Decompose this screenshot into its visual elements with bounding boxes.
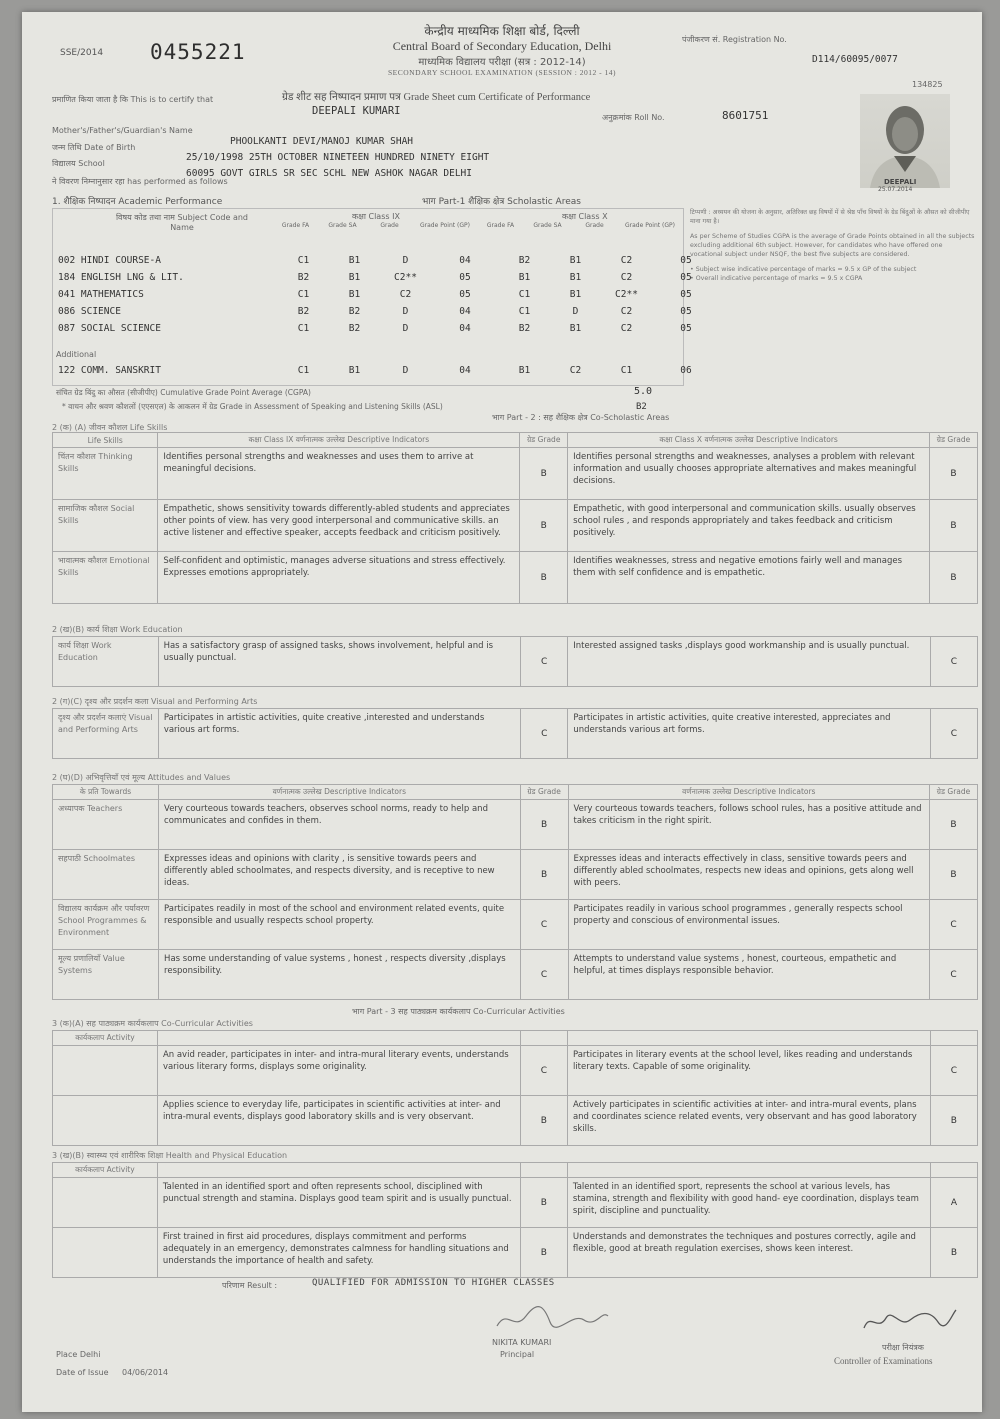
class9-grade: 04 [459,255,471,266]
asl-label: * वाचन और श्रवण कौशलों (एएसएल) के आकलन में ग्रेड Grade in Assessment of Speaking and Listening Skills (ASL) [62,402,443,411]
class9-grade: B1 [348,289,361,300]
class10-description: Identifies weaknesses, stress and negative emotions fairly well and manages them with self confidence and is empathetic. [568,552,930,604]
attitudes-title: 2 (घ)(D) अभिवृत्तियाँ एवं मूल्य Attitudes and Values [52,773,231,782]
asl-grade: B2 [636,402,647,412]
row-label [53,1178,158,1228]
class10-grade: B1 [569,272,582,283]
class10-grade: C [930,950,978,1000]
class10-grade: 05 [680,323,692,334]
class9-grade: B2 [297,272,310,283]
roll-no: 8601751 [722,109,769,122]
class10-description: Participates in literary events at the school level, likes reading and understands literary texts. Capable of some originality. [567,1046,930,1096]
desc-head: वर्णनात्मक उल्लेख Descriptive Indicators [159,785,521,800]
life-skills-head: Life Skills [53,433,158,448]
class10-grade: B1 [518,365,531,376]
principal-signature-icon [492,1302,612,1336]
attitude-row [53,850,978,900]
note-subject-percentage: • Subject wise indicative percentage of marks = 9.5 x GP of the subject [690,266,917,273]
towards-head: के प्रति Towards [53,785,159,800]
subject-row [56,252,720,269]
row-label: कार्य शिक्षा Work Education [53,637,159,687]
class10-grade: B [930,850,978,900]
class9-description: Applies science to everyday life, participates in scientific activities at inter- and intra-mural events, displays good laboratory skills and is very observant. [157,1096,520,1146]
class9-grade: B [520,1096,567,1146]
class9-grade: D [402,323,409,334]
class10-description: Talented in an identified sport, represents the school at various levels, has stamina, strength and flexibility with good hand- eye coordination, displays team spirit, discipline and punctuality. [567,1178,930,1228]
part3-title: भाग Part - 3 सह पाठ्यक्रम कार्यकलाप Co-Curricular Activities [352,1007,565,1016]
attitude-row [53,900,978,950]
class10-grade: C [930,709,977,759]
class9-grade: C2** [394,272,417,283]
class10-grade: 05 [680,306,692,317]
cca-row [53,1046,978,1096]
row-label: मूल्य प्रणालियाँ Value Systems [53,950,159,1000]
class9-grade: 04 [459,306,471,317]
portrait-image [860,94,950,188]
work-education-table [52,636,978,687]
col-head: Grade SA [533,222,562,229]
exam-name-english: SECONDARY SCHOOL EXAMINATION (SESSION : 2012 - 14) [388,68,616,77]
class9-head: कक्षा Class IX वर्णनात्मक उल्लेख Descriptive Indicators [158,433,520,448]
board-name-english: Central Board of Secondary Education, Delhi [392,39,612,53]
class10-grade: B2 [518,323,531,334]
additional-label: Additional [56,350,97,359]
date-label: Date of Issue [56,1368,109,1377]
class10-header: कक्षा Class X [562,212,608,221]
class9-description: Participates in artistic activities, quite creative ,interested and understands various art forms. [158,709,520,759]
class10-grade: C1 [518,289,531,300]
class9-grade: B [520,552,568,604]
subject-row [56,320,720,337]
class9-grade: B [520,800,568,850]
controller-title-english: Controller of Examinations [834,1356,933,1366]
class10-grade: B [930,500,978,552]
controller-signature-icon [860,1302,960,1336]
class10-grade: B1 [569,289,582,300]
class9-grade: B1 [348,365,361,376]
attitudes-table [52,784,978,1000]
class9-header: कक्षा Class IX [352,212,400,221]
date-of-issue: 04/06/2014 [122,1368,169,1377]
class10-description: Attempts to understand value systems , honest, courteous, empathetic and helpful, at times displays responsible behavior. [568,950,930,1000]
class9-grade: B [520,500,568,552]
class10-grade: C2** [615,289,638,300]
class9-description: Expresses ideas and opinions with clarity , is sensitive towards peers and differently abled schoolmates, and respects diversity, and is receptive to new ideas. [159,850,521,900]
class10-grade: C2 [620,323,633,334]
class9-description: Very courteous towards teachers, observes school norms, ready to help and communicates and confides in them. [159,800,521,850]
row-label [53,1228,158,1278]
class9-grade: C1 [297,323,310,334]
class9-grade: C1 [297,289,310,300]
class9-description: Has a satisfactory grasp of assigned tasks, shows involvement, helpful and is usually punctual. [158,637,521,687]
class10-grade: C [930,637,977,687]
class9-grade: B [520,448,568,500]
class10-grade: 05 [680,255,692,266]
class10-description: Understands and demonstrates the techniques and postures correctly, agile and flexible, good at breath regulation exercises, shows keen interest. [567,1228,930,1278]
class10-grade: C [930,1046,977,1096]
principal-name: NIKITA KUMARI [492,1338,552,1347]
arts-title: 2 (ग)(C) दृश्य और प्रदर्शन कला Visual and Performing Arts [52,697,258,706]
class9-grade: C2 [399,289,412,300]
grade-head: ग्रेड Grade [520,433,568,448]
subject-grades-table [56,252,720,337]
academic-part-title: भाग Part-1 शैक्षिक क्षेत्र Scholastic Areas [422,197,581,207]
attitude-row [53,800,978,850]
health-table [52,1162,978,1278]
student-name: DEEPALI KUMARI [312,105,401,117]
class10-description: Very courteous towards teachers, follows school rules, has a positive attitude and takes criticism in the right spirit. [568,800,930,850]
date-of-birth: 25/10/1998 25TH OCTOBER NINETEEN HUNDRED NINETY EIGHT [186,152,490,163]
col-head: Grade FA [486,222,515,229]
grade-head: ग्रेड Grade [930,433,978,448]
class10-grade: B1 [569,323,582,334]
health-row [53,1178,978,1228]
class10-grade: C2 [569,365,582,376]
subject-name: 087 SOCIAL SCIENCE [58,323,161,334]
row-label: चिंतन कौशल Thinking Skills [53,448,158,500]
class9-grade: B2 [297,306,310,317]
photo-date: 25.07.2014 [878,186,913,193]
class9-grade: C [520,900,568,950]
class9-description: An avid reader, participates in inter- and intra-mural literary events, understands various literary forms, displays some originality. [157,1046,520,1096]
board-name-hindi: केन्द्रीय माध्यमिक शिक्षा बोर्ड, दिल्ली [424,24,580,38]
class9-grade: D [402,365,409,376]
row-label: विद्यालय कार्यक्रम और पर्यावरण School Programmes & Environment [53,900,159,950]
academic-notes [690,208,975,283]
class10-description: Empathetic, with good interpersonal and communication skills. usually observes school rules , and responds appropriately and takes feedback and criticism positively. [568,500,930,552]
cca-row [53,1096,978,1146]
class9-grade: B [520,850,568,900]
parents-label: Mother's/Father's/Guardian's Name [52,126,193,135]
sr-number: 0455221 [150,40,246,64]
subject-row [56,303,720,320]
result-value: QUALIFIED FOR ADMISSION TO HIGHER CLASSES [312,1278,555,1288]
health-row [53,1228,978,1278]
subject-name: 184 ENGLISH LNG & LIT. [58,272,184,283]
cgpa-value: 5.0 [634,386,653,397]
class9-grade: 04 [459,323,471,334]
subject-header: विषय कोड तथा नाम Subject Code and Name [115,213,248,232]
class10-grade: C2 [620,255,633,266]
class9-grade: B2 [348,323,361,334]
subject-name: 041 MATHEMATICS [58,289,144,300]
class10-grade: B [930,552,978,604]
cca-title: 3 (क)(A) सह पाठ्यक्रम कार्यकलाप Co-Curricular Activities [52,1019,253,1028]
row-label [53,1096,158,1146]
col-head: Grade [585,222,604,229]
class10-grade: C [930,900,978,950]
subject-row [56,362,720,379]
class10-grade: 06 [680,365,692,376]
note-hindi: टिप्पणी : अध्ययन की योजना के अनुसार, अतिरिक्त छह विषयों में से श्रेष्ठ पाँच विषयों के ग्रेड बिंदुओं के औसत को सीजीपीए माना गया है। [690,209,970,225]
class10-description: Participates in artistic activities, quite creative interested, appreciates and understands various art forms. [568,709,930,759]
class10-description: Expresses ideas and interacts effectively in class, sensitive towards peers and differently abled schoolmates, respects new ideas and opinions, gets along well with peers. [568,850,930,900]
class9-description: First trained in first aid procedures, displays commitment and performs adequately in an emergency, demonstrates calmness for handling situations and understands the importance of health and safety. [157,1228,520,1278]
life-skills-title: 2 (क) (A) जीवन कौशल Life Skills [52,423,168,432]
class10-description: Identifies personal strengths and weaknesses, analyses a problem with relevant information and usually chooses appropriate alternatives and makes meaningful decisions. [568,448,930,500]
class9-description: Talented in an identified sport and often represents school, disciplined with punctual strength and stamina. Displays good team spirit and is usually punctual. [157,1178,520,1228]
life-skills-table [52,432,978,604]
class10-grade: C2 [620,306,633,317]
col-head: Grade FA [281,222,310,229]
health-title: 3 (ख)(B) स्वास्थ्य एवं शारीरिक शिक्षा Health and Physical Education [52,1151,288,1160]
board-heading [322,22,682,77]
class10-description: Participates readily in various school programmes , generally respects school property and conscious of environmental issues. [568,900,930,950]
work-education-row [53,637,978,687]
grade-head: ग्रेड Grade [930,785,978,800]
coscholastic-part-title: भाग Part - 2 : सह शैक्षिक क्षेत्र Co-Scholastic Areas [492,413,670,422]
class10-grade: 05 [680,272,692,283]
parents-name: PHOOLKANTI DEVI/MANOJ KUMAR SHAH [230,136,414,147]
class10-grade: D [572,306,579,317]
place-label: Place Delhi [56,1350,101,1359]
class10-grade: B1 [569,255,582,266]
work-education-title: 2 (ख)(B) कार्य शिक्षा Work Education [52,625,183,634]
class10-description: Actively participates in scientific activities at inter- and intra-mural events, plans and coordinates science related events, very observant and has good laboratory skills. [567,1096,930,1146]
class10-grade: B [930,448,978,500]
class9-grade: C [520,950,568,1000]
note-overall-percentage: • Overall indicative percentage of marks = 9.5 x CGPA [690,275,863,282]
exam-name-hindi: माध्यमिक विद्यालय परीक्षा (सत्र : 2012-14) [418,57,586,68]
controller-title-hindi: परीक्षा नियंत्रक [882,1343,924,1352]
class10-grade: B1 [518,272,531,283]
class10-grade: 05 [680,289,692,300]
certify-label: प्रमाणित किया जाता है कि This is to certify that [52,95,214,104]
row-label: सहपाठी Schoolmates [53,850,159,900]
class9-grade: C [521,637,568,687]
sheet-title: ग्रेड शीट सह निष्पादन प्रमाण पत्र Grade Sheet cum Certificate of Performance [282,92,591,103]
col-head: Grade Point (GP) [625,222,675,229]
principal-title: Principal [500,1350,535,1359]
class9-grade: C1 [297,365,310,376]
photo-caption: DEEPALI [884,178,917,186]
class10-grade: B [930,1228,977,1278]
roll-label: अनुक्रमांक Roll No. [602,113,665,122]
grade-sheet [22,12,982,1412]
academic-section-title: 1. शैक्षिक निष्पादन Academic Performance [52,197,223,207]
class9-grade: B1 [348,272,361,283]
class9-grade: 04 [459,365,471,376]
photo-number: 134825 [912,80,943,89]
class10-grade: B [930,1096,977,1146]
class9-description: Participates readily in most of the school and environment related events, quite responsible and usually respects school property. [159,900,521,950]
class9-description: Self-confident and optimistic, manages adverse situations and stress effectively. Expresses emotions appropriately. [158,552,520,604]
performed-label: ने विवरण निम्नानुसार रहा has performed as follows [52,177,228,186]
class9-description: Has some understanding of value systems , honest , respects diversity ,displays responsibility. [159,950,521,1000]
row-label [53,1046,158,1096]
class9-grade: B [520,1178,567,1228]
arts-table [52,708,978,759]
class9-grade: 05 [459,289,471,300]
row-label: दृश्य और प्रदर्शन कलाएं Visual and Performing Arts [53,709,159,759]
grade-head: ग्रेड Grade [520,785,568,800]
life-skill-row [53,500,978,552]
class9-grade: C1 [297,255,310,266]
class9-grade: D [402,306,409,317]
desc-head: वर्णनात्मक उल्लेख Descriptive Indicators [568,785,930,800]
reg-no: D114/60095/0077 [812,54,898,65]
life-skill-row [53,448,978,500]
grade-column-heads [272,222,682,229]
class9-description: Identifies personal strengths and weaknesses and uses them to arrive at meaningful decisions. [158,448,520,500]
class10-grade: C2 [620,272,633,283]
cgpa-label: संचित ग्रेड बिंदु का औसत (सीजीपीए) Cumulative Grade Point Average (CGPA) [56,388,311,397]
class9-grade: C [520,1046,567,1096]
row-label: अध्यापक Teachers [53,800,159,850]
class9-grade: B [520,1228,567,1278]
student-photo [860,94,950,188]
class9-grade: B1 [348,255,361,266]
life-skill-row [53,552,978,604]
activity-head: कार्यकलाप Activity [53,1163,158,1178]
row-label: सामाजिक कौशल Social Skills [53,500,158,552]
class10-grade: A [930,1178,977,1228]
class10-grade: B [930,800,978,850]
class10-grade: C1 [620,365,633,376]
class9-description: Empathetic, shows sensitivity towards differently-abled students and appreciates other points of view. has very good interpersonal and communicative skills. an active listener and effective speaker, accepts feedback and criticism positively. [158,500,520,552]
class10-grade: B2 [518,255,531,266]
class10-description: Interested assigned tasks ,displays good workmanship and is usually punctual. [568,637,931,687]
subject-row [56,269,720,286]
subject-name: 002 HINDI COURSE-A [58,255,161,266]
cca-table [52,1030,978,1146]
col-head: Grade SA [328,222,357,229]
row-label: भावात्मक कौशल Emotional Skills [53,552,158,604]
sr-prefix: SSE/2014 [60,48,104,58]
reg-label: पंजीकरण सं. Registration No. [682,35,787,44]
class9-grade: B2 [348,306,361,317]
activity-head: कार्यकलाप Activity [53,1031,158,1046]
class9-grade: 05 [459,272,471,283]
class9-grade: C [521,709,568,759]
result-label: परिणाम Result : [222,1281,278,1290]
class9-grade: D [402,255,409,266]
additional-subject-table [56,362,720,379]
subject-name: 122 COMM. SANSKRIT [58,365,161,376]
class10-head: कक्षा Class X वर्णनात्मक उल्लेख Descriptive Indicators [568,433,930,448]
arts-row [53,709,978,759]
col-head: Grade Point (GP) [420,222,470,229]
school-name: 60095 GOVT GIRLS SR SEC SCHL NEW ASHOK NAGAR DELHI [186,168,472,179]
subject-row [56,286,720,303]
subject-name: 086 SCIENCE [58,306,121,317]
note-english: As per Scheme of Studies CGPA is the average of Grade Points obtained in all the subjects excluding additional 6th subject. However, for candidates who have offered one vocational subject under NSQF, the best five subjects are considered. [690,233,975,258]
col-head: Grade [380,222,399,229]
class10-grade: C1 [518,306,531,317]
school-label: विद्यालय School [52,159,105,168]
dob-label: जन्म तिथि Date of Birth [52,143,136,152]
attitude-row [53,950,978,1000]
